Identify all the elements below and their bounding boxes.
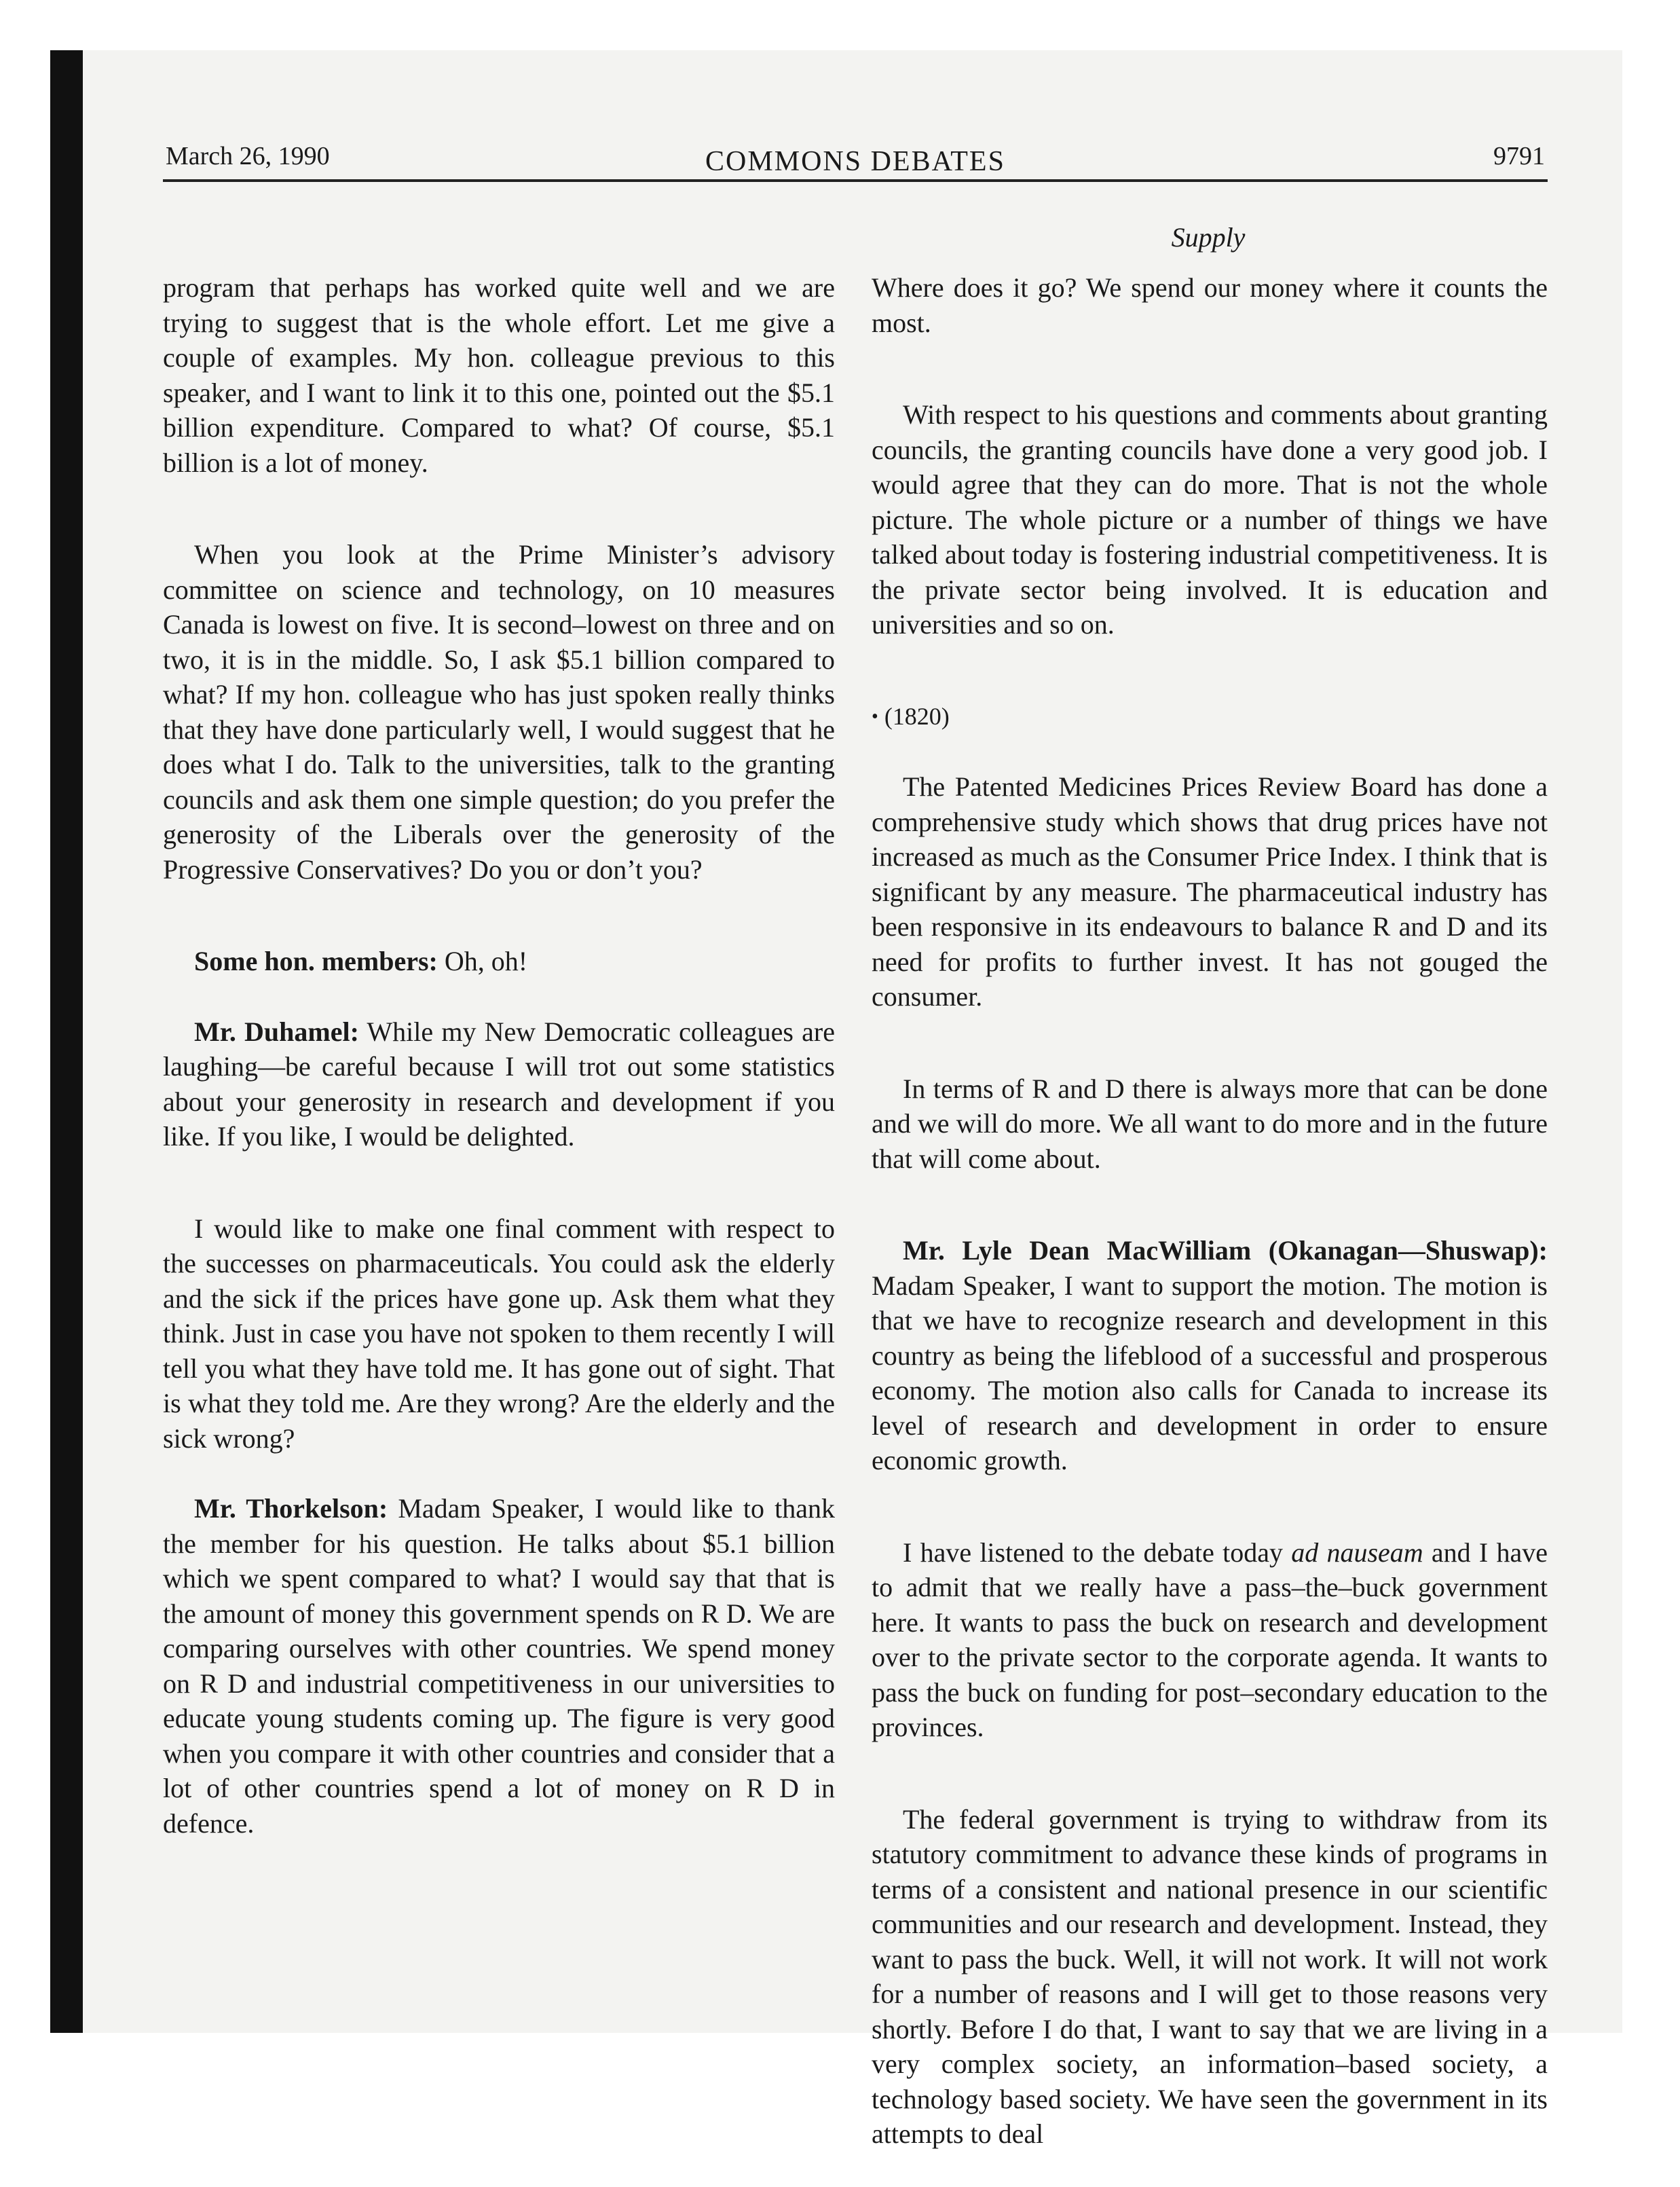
- speech-text: Madam Speaker, I would like to thank the member for his question. He talks about $5.1 billion which we spent compared to what? I would say that that is the amount of money this government spends on R D. We are comparing ourselves with other countries. We spend money on R D and industrial competitiveness in our universities to educate young students coming up. The figure is very good when you compare it with other countries and consider that a lot of other countries spend a lot of money on R D in defence.: [163, 1493, 835, 1839]
- right-column: [872, 270, 1548, 2187]
- speaker-name: Mr. Lyle Dean MacWilliam (Okanagan—Shuswap):: [903, 1235, 1548, 1266]
- speech-text: Oh, oh!: [437, 946, 528, 976]
- italic-phrase: ad nauseam: [1291, 1537, 1423, 1568]
- right-paragraph-2: With respect to his questions and comments about granting councils, the granting councils have done a very good job. I would agree that they can do more. That is not the whole picture. The whole picture or a number of things we have talked about today is fostering industrial competitiveness. It is the private sector being involved. It is education and universities and so on.: [872, 399, 1548, 640]
- left-paragraph-6: [163, 1491, 835, 1841]
- left-paragraph-5: I would like to make one final comment with respect to the successes on pharmaceuticals. You could ask the elderly and the sick if the prices have gone up. Ask them what they think. Just in case you have not spoken to them recently I will tell you what they have told me. It has gone out of sight. That is what they told me. Are they wrong? Are the elderly and the sick wrong?: [163, 1213, 835, 1454]
- right-paragraph-6: [872, 1535, 1548, 1745]
- speech-text: and I have to admit that we really have a pass–the–buck government here. It wants to pass the buck on research and development over to the private sector to the corporate agenda. It wants to pass the buck on funding for post–secondary education to the provinces.: [872, 1537, 1548, 1742]
- speech-text: I have listened to the debate today: [903, 1537, 1292, 1568]
- speaker-name: Mr. Duhamel:: [194, 1016, 359, 1047]
- header-date: March 26, 1990: [166, 142, 330, 170]
- right-paragraph-1: Where does it go? We spend our money where it counts the most.: [872, 272, 1548, 338]
- speech-text: Madam Speaker, I want to support the motion. The motion is that we have to recognize research and development in this country as being the lifeblood of a successful and prosperous economy. The motion also calls for Canada to increase its level of research and development in order to ensure economic growth.: [872, 1270, 1548, 1475]
- scan-edge-bar: [50, 50, 83, 2033]
- left-paragraph-1: program that perhaps has worked quite well and we are trying to suggest that is the whole effort. Let me give a couple of examples. My hon. colleague previous to this speaker, and I want to link it to this one, pointed out the $5.1 billion expenditure. Compared to what? Of course, $5.1 billion is a lot of money.: [163, 272, 835, 478]
- timestamp: [872, 699, 1548, 735]
- speaker-name: Mr. Thorkelson:: [194, 1493, 388, 1524]
- section-label: Supply: [1171, 222, 1246, 253]
- speech-text: While my New Democratic colleagues are laughing—be careful because I will trot out some statistics about your generosity in research and development if you like. If you like, I would be delighted.: [163, 1016, 835, 1152]
- right-paragraph-4: In terms of R and D there is always more that can be done and we will do more. We all want to do more and in the future that will come about.: [872, 1073, 1548, 1174]
- speaker-name: Some hon. members:: [194, 946, 438, 976]
- right-paragraph-5: [872, 1233, 1548, 1478]
- timestamp-text: (1820): [884, 702, 950, 730]
- right-paragraph-7: The federal government is trying to withdraw from its statutory commitment to advance these kinds of programs in terms of a consistent and national presence in our scientific communities and our research and development. Instead, they want to pass the buck. Well, it will not work. It will not work for a number of reasons and I will get to those reasons very shortly. Before I do that, I want to say that we are living in a very complex society, an information–based society, a technology based society. We have seen the government in its attempts to deal: [872, 1803, 1548, 2149]
- header-page-number: 9791: [1493, 142, 1545, 170]
- left-paragraph-4: [163, 1014, 835, 1154]
- bullet-icon: •: [872, 705, 878, 727]
- page-header: [163, 139, 1548, 182]
- right-paragraph-3: The Patented Medicines Prices Review Board has done a comprehensive study which shows that drug prices have not increased as much as the Consumer Price Index. I think that is significant by any measure. The pharmaceutical industry has been responsive in its endeavours to balance R and D and its need for profits to further invest. It has not gouged the consumer.: [872, 771, 1548, 1012]
- left-paragraph-3: [163, 944, 835, 979]
- left-paragraph-2: When you look at the Prime Minister’s advisory committee on science and technology, on 10 measures Canada is lowest on five. It is second–lowest on three and on two, it is in the middle. So, I ask $5.1 billion compared to what? If my hon. colleague who has just spoken really thinks that they have done particularly well, I would suggest that he does what I do. Talk to the universities, talk to the granting councils and ask them one simple question; do you prefer the generosity of the Liberals over the generosity of the Progressive Conservatives? Do you or don’t you?: [163, 539, 835, 885]
- left-column: [163, 270, 835, 1876]
- header-title: COMMONS DEBATES: [705, 146, 1005, 177]
